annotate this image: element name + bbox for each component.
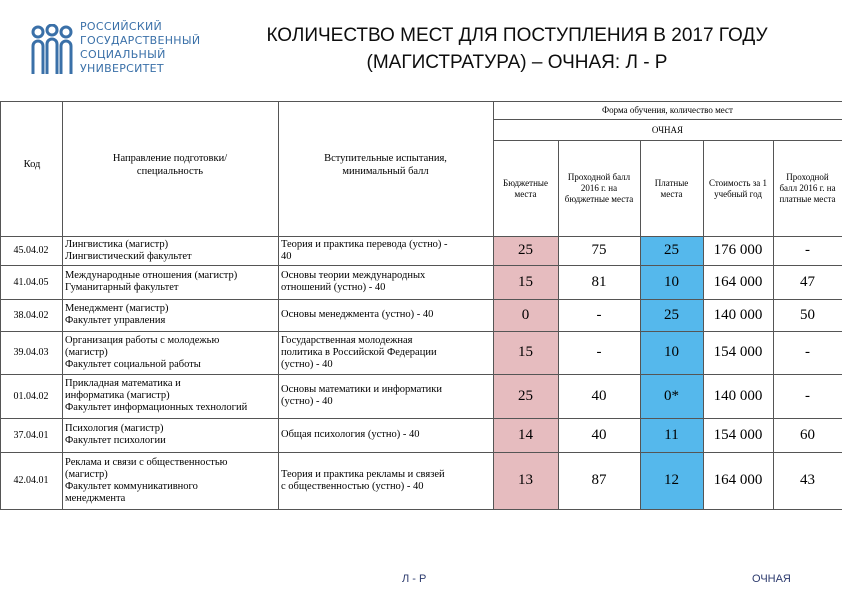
cell-direction [62,265,278,299]
pass-paid-header-line: балл 2016 г. на [779,183,836,193]
cell-direction [62,331,278,374]
cell-paid [640,265,703,299]
cell-value: 42.04.01 [13,475,49,486]
cell-pass-paid [773,452,842,509]
cell-code [0,452,62,509]
form-of-study-header-text: Форма обучения, количество мест [602,104,733,115]
cell-text-line: Основы математики и информатики [281,384,442,395]
pass-score-paid-column-header [773,172,842,205]
cell-value: - [596,306,602,323]
cell-exams [278,452,493,509]
cost-header-line: учебный год [714,189,762,199]
cell-value: 50 [800,306,815,323]
cell-text-line: Государственная молодежная [281,334,413,346]
cell-text-line: Основы теории международных [281,270,426,281]
cell-value: 43 [800,472,815,488]
cell-exams [278,418,493,452]
cell-text-line: Факультет социальной работы [65,358,201,370]
code-column-header-text: Код [23,159,41,170]
cell-value: 140 000 [713,387,763,404]
cell-value: 15 [518,273,533,290]
cell-paid [640,418,703,452]
cell-text-line: (устно) - 40 [281,396,333,407]
cell-value: 37.04.01 [13,429,49,441]
cell-text-line: Лингвистика (магистр) [65,238,169,250]
cell-paid [640,374,703,418]
cell-code [0,418,62,452]
cell-value: 01.04.02 [13,390,49,402]
exams-column-header [278,152,493,178]
cell-exams [278,299,493,331]
cell-value: 25 [664,306,679,323]
cell-exams [278,331,493,374]
cell-code [0,265,62,299]
cell-text-line: Теория и практика перевода (устно) - [281,238,448,250]
cell-paid [640,452,703,509]
cell-value: 13 [518,472,533,488]
logo-line: ГОСУДАРСТВЕННЫЙ [80,34,201,47]
cell-text-line: Основы менеджмента (устно) - 40 [281,309,434,320]
form-of-study-header [493,103,842,117]
cell-value: 75 [591,242,607,258]
cell-value: 11 [664,426,679,443]
direction-column-header [62,152,278,178]
cell-paid [640,299,703,331]
cell-text-line: Лингвистический факультет [65,250,192,262]
cell-cost [703,299,773,331]
cell-value: 15 [518,344,533,360]
budget-column-header [493,178,558,200]
direction-header-line: специальность [136,166,204,177]
cell-value: 40 [591,426,607,443]
cell-cost [703,331,773,374]
cell-direction [62,418,278,452]
cell-code [0,236,62,265]
cell-value: - [805,344,810,360]
logo-text [80,20,200,76]
budget-header-line: места [514,189,537,199]
cell-value: 40 [591,387,607,404]
cell-paid [640,331,703,374]
cell-budget [493,265,558,299]
cell-budget [493,418,558,452]
cell-budget [493,331,558,374]
logo-line: СОЦИАЛЬНЫЙ [80,48,166,61]
cell-text-line: отношений (устно) - 40 [281,282,386,293]
cell-text-line: Факультет коммуникативного [65,480,198,492]
pass-paid-header-line: Проходной [786,172,829,182]
cell-text-line: Факультет управления [65,315,166,326]
cell-code [0,374,62,418]
cell-pass-budget [558,236,640,265]
cell-pass-paid [773,265,842,299]
cell-pass-budget [558,452,640,509]
cell-exams [278,236,493,265]
cell-text-line: Реклама и связи с общественностью [65,456,228,468]
pass-score-budget-column-header [558,172,640,205]
cell-direction [62,374,278,418]
cell-value: 41.04.05 [13,276,49,288]
cell-budget [493,236,558,265]
cell-value: 81 [591,273,607,290]
cell-cost [703,418,773,452]
people-logo-icon [30,24,74,76]
cell-value: 0 [521,306,530,323]
cell-text-line: Прикладная математика и [65,378,181,389]
cell-pass-paid [773,374,842,418]
cell-cost [703,265,773,299]
cell-value: 154 000 [713,344,763,360]
pass-budget-header-line: бюджетные места [564,194,634,204]
cell-budget [493,299,558,331]
cell-code [0,331,62,374]
cell-value: 154 000 [713,426,763,443]
cell-value: 10 [664,273,679,290]
cell-value: 25 [664,242,679,258]
cell-value: 25 [518,242,533,258]
cell-pass-budget [558,299,640,331]
cell-value: 25 [518,387,533,404]
cell-value: 0* [664,387,679,404]
full-time-header-text: ОЧНАЯ [651,124,684,135]
code-column-header [2,158,62,171]
cell-budget [493,452,558,509]
pass-paid-header-line: платные места [779,194,836,204]
footer-form: ОЧНАЯ [752,573,791,585]
cost-header-line: Стоимость за 1 [708,178,768,188]
cell-value: 45.04.02 [13,245,49,256]
cell-exams [278,374,493,418]
cell-value: 60 [800,426,815,443]
cell-pass-budget [558,265,640,299]
cell-text-line: политика в Российской Федерации [281,346,437,358]
title-line-1: КОЛИЧЕСТВО МЕСТ ДЛЯ ПОСТУПЛЕНИЯ В 2017 ГОДУ [266,25,768,46]
cell-value: 12 [664,472,679,488]
cell-pass-budget [558,331,640,374]
footer-range: Л - Р [402,573,427,585]
cell-direction [62,452,278,509]
paid-column-header [640,178,703,200]
paid-header-line: Платные [654,178,689,188]
cell-value: 87 [591,472,607,488]
cell-value: - [596,344,602,360]
cell-pass-paid [773,331,842,374]
logo-line: РОССИЙСКИЙ [80,20,163,33]
cell-text-line: (магистр) [65,346,108,358]
cell-pass-budget [558,418,640,452]
cell-value: 14 [518,426,533,443]
cell-value: 176 000 [713,242,763,258]
cell-pass-paid [773,418,842,452]
pass-budget-header-line: 2016 г. на [580,183,618,193]
cell-paid [640,236,703,265]
cell-value: - [805,387,810,404]
cell-value: - [805,242,810,258]
cell-text-line: Международные отношения (магистр) [65,270,238,281]
cell-text-line: Психология (магистр) [65,423,164,434]
page-title [200,22,834,76]
cell-value: 164 000 [713,472,763,488]
cell-exams [278,265,493,299]
cell-text-line: (устно) - 40 [281,358,333,370]
cell-pass-paid [773,299,842,331]
cell-text-line: с общественностью (устно) - 40 [281,480,424,492]
cell-cost [703,374,773,418]
cost-column-header [703,178,773,200]
logo-line: УНИВЕРСИТЕТ [80,62,164,75]
cell-budget [493,374,558,418]
cell-text-line: (магистр) [65,468,108,480]
cell-value: 164 000 [713,273,763,290]
cell-direction [62,236,278,265]
title-line-2: (МАГИСТРАТУРА) – ОЧНАЯ: Л - Р [366,52,668,73]
budget-header-line: Бюджетные [503,178,548,188]
cell-pass-budget [558,374,640,418]
cell-text-line: Факультет психологии [65,435,166,446]
cell-text-line: 40 [281,250,292,262]
cell-value: 47 [800,273,815,290]
cell-direction [62,299,278,331]
university-logo [30,20,200,82]
cell-text-line: информатика (магистр) [65,390,170,401]
cell-text-line: Теория и практика рекламы и связей [281,468,445,480]
cell-text-line: Организация работы с молодежью [65,334,220,346]
full-time-header [493,122,842,138]
cell-text-line: Гуманитарный факультет [65,282,179,293]
direction-header-line: Направление подготовки/ [112,153,228,164]
cell-text-line: Общая психология (устно) - 40 [281,429,420,440]
cell-value: 10 [664,344,679,360]
cell-value: 38.04.02 [13,309,49,321]
cell-code [0,299,62,331]
exams-header-line: Вступительные испытания, [324,153,447,164]
cell-text-line: Менеджмент (магистр) [65,303,169,314]
cell-value: 140 000 [713,306,763,323]
cell-text-line: Факультет информационных технологий [65,402,248,413]
cell-pass-paid [773,236,842,265]
pass-budget-header-line: Проходной балл [567,172,631,182]
paid-header-line: места [660,189,683,199]
cell-cost [703,452,773,509]
cell-cost [703,236,773,265]
cell-value: 39.04.03 [13,347,49,358]
exams-header-line: минимальный балл [342,166,429,177]
cell-text-line: менеджмента [65,492,126,504]
